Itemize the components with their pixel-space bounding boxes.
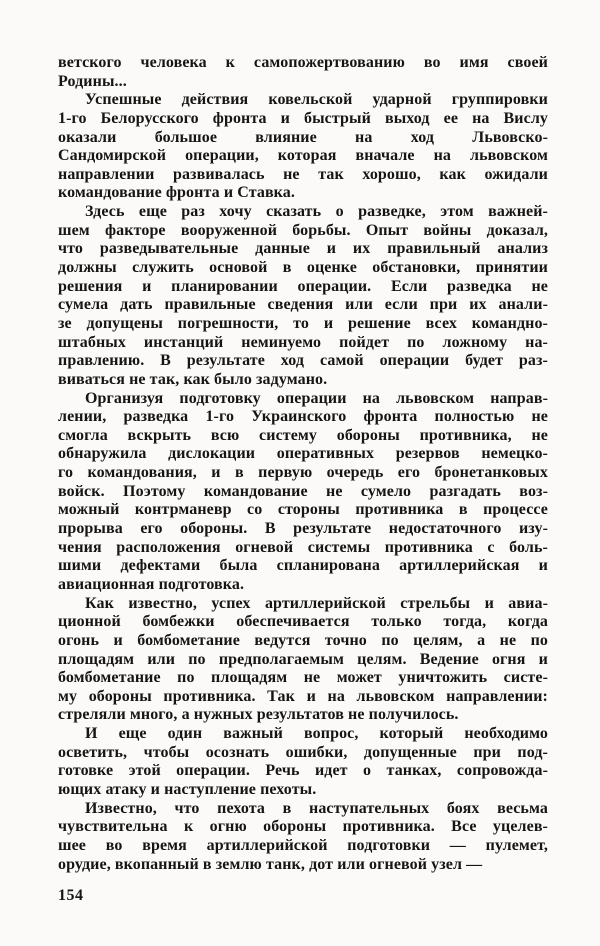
text-line: решения и планировании операции. Если разведка не (58, 277, 548, 295)
text-line: готовке этой операции. Речь идет о танках, сопровожда- (58, 762, 548, 780)
text-line: что разведывательные данные и их правильный анализ (58, 240, 548, 258)
text-line: Успешные действия ковельской ударной группировки (85, 91, 548, 109)
text-line: Как известно, успех артиллерийской стрельбы и авиа- (85, 594, 548, 612)
text-line: осветить, чтобы осознать ошибки, допущенные при под- (58, 743, 548, 761)
text-line: Здесь еще раз хочу сказать о разведке, этом важней- (85, 203, 548, 221)
page-number: 154 (58, 887, 84, 905)
text-line: И еще один важный вопрос, который необходимо (85, 725, 548, 743)
text-line: чения расположения огневой системы противника с боль- (58, 538, 548, 556)
text-line: направлении развивалась не так хорошо, как ожидали (58, 165, 548, 183)
text-line: чувствительна к огню обороны противника. Все уцелев- (58, 818, 548, 836)
text-line: ционной бомбежки обеспечивается только тогда, когда (58, 613, 548, 631)
text-line: штабных инстанций неминуемо пойдет по ложному на- (58, 333, 548, 351)
text-line: ющих атаку и наступление пехоты. (58, 780, 317, 798)
text-line: командование фронта и Ставка. (58, 184, 295, 202)
text-line: орудие, вкопанный в землю танк, дот или огневой узел — (58, 855, 483, 873)
text-line: шем факторе вооруженной борьбы. Опыт войны доказал, (58, 221, 548, 239)
text-line: Известно, что пехота в наступательных боях весьма (85, 799, 548, 817)
text-line: шими дефектами была спланирована артиллерийская и (58, 557, 548, 575)
text-line: прорыва его обороны. В результате недостаточного изу- (58, 520, 548, 538)
text-line: виваться не так, как было задумано. (58, 370, 328, 388)
text-line: го командования, и в первую очередь его бронетанковых (58, 464, 548, 482)
text-line: Организуя подготовку операции на львовском направ- (85, 389, 548, 407)
text-line: лении, разведка 1-го Украинского фронта полностью не (58, 408, 548, 426)
page-text (58, 54, 548, 906)
text-line: площадям или по предполагаемым целям. Ведение огня и (58, 650, 548, 668)
text-line: должны служить основой в оценке обстановки, принятии (58, 259, 548, 277)
text-line: ветского человека к самопожертвованию во имя своей (58, 54, 548, 71)
text-line: правлению. В результате ход самой операции будет раз- (58, 352, 548, 370)
text-line: му обороны противника. Так и на львовском направлении: (58, 687, 548, 705)
text-line: сумела дать правильные сведения или если при их анали- (58, 296, 548, 314)
text-line: Сандомирской операции, которая вначале на львовском (58, 147, 548, 165)
text-line: огонь и бомбометание ведутся точно по целям, а не по (58, 631, 548, 649)
text-line: можный контрманевр со стороны противника в процессе (58, 501, 548, 519)
text-line: авиационная подготовка. (58, 575, 245, 593)
text-line: 1-го Белорусского фронта и быстрый выход ее на Вислу (58, 109, 548, 127)
text-line: войск. Поэтому командование не сумело разгадать воз- (58, 482, 548, 500)
text-line: стреляли много, а нужных результатов не получилось. (58, 706, 459, 724)
text-line: шее во время артиллерийской подготовки — пулемет, (58, 836, 548, 854)
text-line: обнаружила дислокации оперативных резервов немецко- (58, 445, 548, 463)
text-line: оказали большое влияние на ход Львовско- (58, 128, 548, 146)
text-line: зе допущены погрешности, то и решение всех командно- (58, 314, 548, 332)
text-line: смогла вскрыть всю систему обороны противника, не (58, 426, 548, 444)
text-line: бомбометание по площадям не может уничтожить систе- (58, 669, 548, 687)
text-line: Родины... (58, 72, 127, 90)
